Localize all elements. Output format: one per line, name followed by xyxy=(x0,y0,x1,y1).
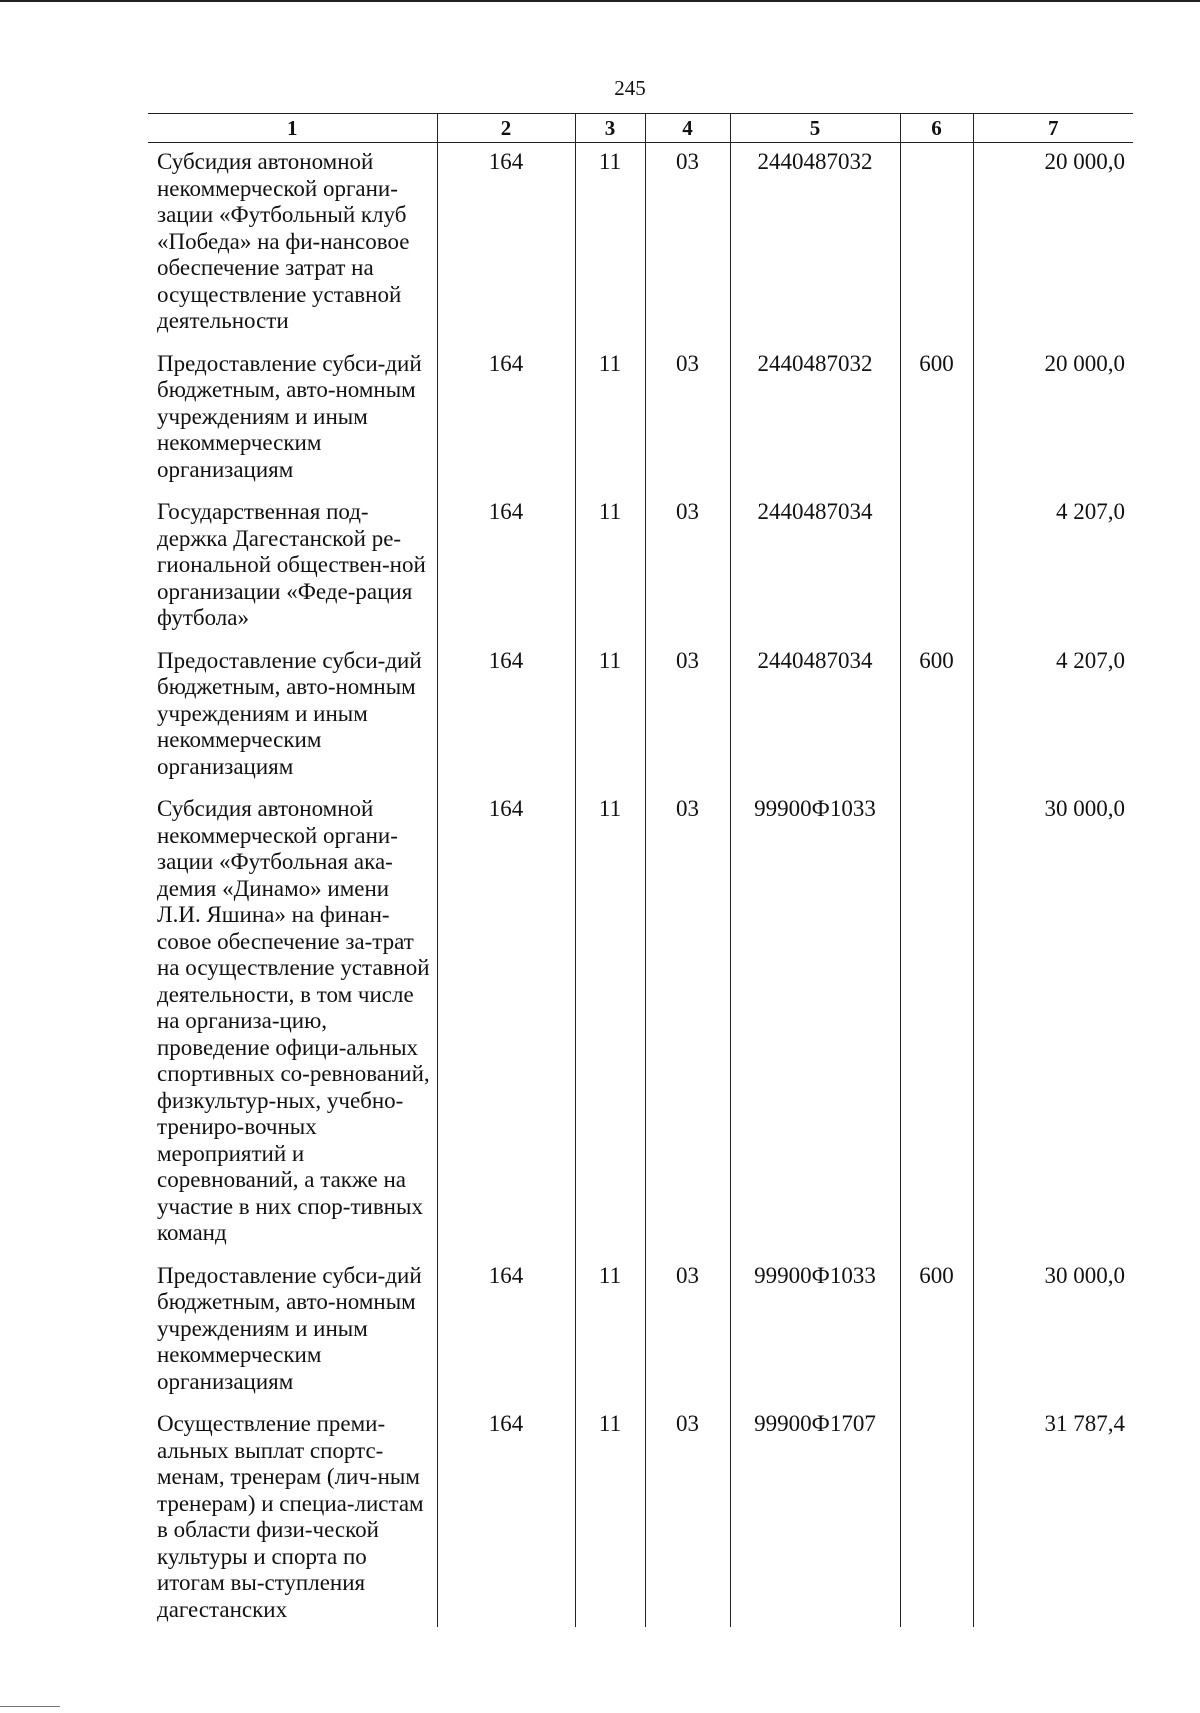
column-header: 7 xyxy=(973,114,1133,143)
subsection-cell: 03 xyxy=(645,493,730,642)
amount-cell: 31 787,4 xyxy=(973,1405,1133,1627)
target-article-cell: 2440487034 xyxy=(730,493,900,642)
ministry-code-cell: 164 xyxy=(437,1257,575,1406)
expense-name-cell: Государственная под-держка Дагестанской ре-гиональной обществен-ной организации «Феде-рация футбола» xyxy=(157,499,426,630)
expense-type-cell: 600 xyxy=(900,1257,973,1406)
section-cell: 11 xyxy=(575,1257,645,1406)
target-article-cell: 99900Ф1707 xyxy=(730,1405,900,1627)
top-border-line xyxy=(0,0,1200,2)
section-cell: 11 xyxy=(575,143,645,345)
table-row xyxy=(148,1257,1133,1406)
ministry-code-cell: 164 xyxy=(437,642,575,791)
column-header: 3 xyxy=(575,114,645,143)
expense-type-cell xyxy=(900,493,973,642)
column-header: 2 xyxy=(437,114,575,143)
expense-name-cell: Предоставление субси-дий бюджетным, авто-номным учреждениям и иным некоммерческим организациям xyxy=(157,1262,422,1394)
section-cell: 11 xyxy=(575,345,645,494)
table-row xyxy=(148,790,1133,1257)
ministry-code-cell: 164 xyxy=(437,493,575,642)
budget-table xyxy=(148,113,1133,1627)
ministry-code-cell: 164 xyxy=(437,143,575,345)
table-row xyxy=(148,493,1133,642)
amount-cell: 20 000,0 xyxy=(973,345,1133,494)
expense-type-cell: 600 xyxy=(900,642,973,791)
table-row xyxy=(148,143,1133,345)
expense-type-cell xyxy=(900,1405,973,1627)
expense-type-cell xyxy=(900,143,973,345)
expense-name-cell: Осуществление преми-альных выплат спортс-менам, тренерам (лич-ным тренерам) и специа-листам в области физи-ческой культуры и спорта по итогам вы-ступления дагестанских xyxy=(157,1411,424,1622)
column-header: 5 xyxy=(730,114,900,143)
table-row xyxy=(148,642,1133,791)
target-article-cell: 2440487034 xyxy=(730,642,900,791)
ministry-code-cell: 164 xyxy=(437,1405,575,1627)
table-header-row xyxy=(148,114,1133,143)
column-header: 1 xyxy=(148,114,437,143)
bottom-edge-line xyxy=(0,1706,60,1707)
target-article-cell: 99900Ф1033 xyxy=(730,1257,900,1406)
ministry-code-cell: 164 xyxy=(437,790,575,1257)
amount-cell: 4 207,0 xyxy=(973,642,1133,791)
column-header: 6 xyxy=(900,114,973,143)
expense-name-cell: Предоставление субси-дий бюджетным, авто-номным учреждениям и иным некоммерческим организациям xyxy=(157,647,422,779)
section-cell: 11 xyxy=(575,790,645,1257)
ministry-code-cell: 164 xyxy=(437,345,575,494)
expense-type-cell: 600 xyxy=(900,345,973,494)
section-cell: 11 xyxy=(575,642,645,791)
subsection-cell: 03 xyxy=(645,790,730,1257)
subsection-cell: 03 xyxy=(645,1257,730,1406)
amount-cell: 30 000,0 xyxy=(973,1257,1133,1406)
table-row xyxy=(148,1405,1133,1627)
target-article-cell: 2440487032 xyxy=(730,143,900,345)
expense-name-cell: Субсидия автономной некоммерческой органи-зации «Футбольная ака-демия «Динамо» имени Л.И. Яшина» на финан-совое обеспечение за-трат на осуществление уставной деятельности, в том числе на организа-цию, проведение офици-альных спортивных со-ревнований, физкультур-ных, учебно-трениро-вочных мероприятий и соревнований, а также на участие в них спор-тивных команд xyxy=(157,796,430,1245)
subsection-cell: 03 xyxy=(645,345,730,494)
section-cell: 11 xyxy=(575,1405,645,1627)
target-article-cell: 2440487032 xyxy=(730,345,900,494)
expense-type-cell xyxy=(900,790,973,1257)
section-cell: 11 xyxy=(575,493,645,642)
expense-name-cell: Предоставление субси-дий бюджетным, авто-номным учреждениям и иным некоммерческим организациям xyxy=(157,350,422,482)
target-article-cell: 99900Ф1033 xyxy=(730,790,900,1257)
column-header: 4 xyxy=(645,114,730,143)
amount-cell: 30 000,0 xyxy=(973,790,1133,1257)
expense-name-cell: Субсидия автономной некоммерческой органи-зации «Футбольный клуб «Победа» на фи-нансовое обеспечение затрат на осуществление уставной деятельности xyxy=(157,149,410,333)
subsection-cell: 03 xyxy=(645,642,730,791)
subsection-cell: 03 xyxy=(645,1405,730,1627)
page-number: 245 xyxy=(614,76,646,100)
table-row xyxy=(148,345,1133,494)
amount-cell: 20 000,0 xyxy=(973,143,1133,345)
subsection-cell: 03 xyxy=(645,143,730,345)
amount-cell: 4 207,0 xyxy=(973,493,1133,642)
